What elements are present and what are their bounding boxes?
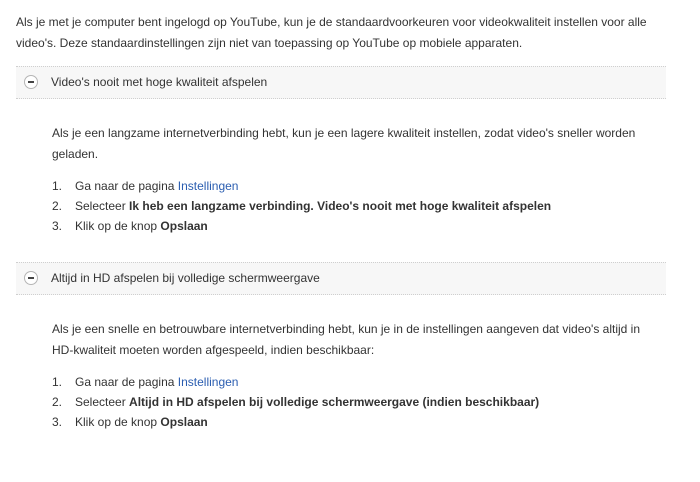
section-title: Altijd in HD afspelen bij volledige schermweergave <box>51 271 320 285</box>
step-number: 2. <box>52 199 63 213</box>
step-text: Ga naar de pagina <box>75 375 175 389</box>
list-item <box>52 412 539 432</box>
intro-text: Als je met je computer bent ingelogd op YouTube, kun je de standaardvoorkeuren voor videokwaliteit instellen voor alle video's. Deze standaardinstellingen zijn niet van toepassing op YouTube op mobiele apparaten. <box>16 15 647 50</box>
collapse-icon[interactable] <box>24 271 38 285</box>
list-item <box>52 196 551 216</box>
step-number: 3. <box>52 415 63 429</box>
option-label: Ik heb een langzame verbinding. Video's nooit met hoge kwaliteit afspelen <box>129 199 552 213</box>
collapse-icon[interactable] <box>24 75 38 89</box>
button-name: Opslaan <box>160 219 208 233</box>
steps-list <box>52 372 539 432</box>
option-label: Altijd in HD afspelen bij volledige schermweergave (indien beschikbaar) <box>129 395 540 409</box>
list-item <box>52 176 551 196</box>
button-name: Opslaan <box>160 415 208 429</box>
step-text: Klik op de knop <box>75 415 158 429</box>
step-number: 1. <box>52 179 63 193</box>
list-item <box>52 216 551 236</box>
list-item <box>52 372 539 392</box>
section-description: Als je een snelle en betrouwbare internetverbinding hebt, kun je in de instellingen aangeven dat video's altijd in HD-kwaliteit moeten worden afgespeeld, indien beschikbaar: <box>52 322 641 357</box>
section-body-low-quality <box>52 123 652 233</box>
step-text: Ga naar de pagina <box>75 179 175 193</box>
step-text: Selecteer <box>75 395 126 409</box>
list-item <box>52 392 539 412</box>
section-header-low-quality[interactable] <box>16 66 666 99</box>
step-text: Klik op de knop <box>75 219 158 233</box>
section-description: Als je een langzame internetverbinding hebt, kun je een lagere kwaliteit instellen, zodat video's sneller worden geladen. <box>52 126 636 161</box>
step-text: Selecteer <box>75 199 126 213</box>
steps-list <box>52 176 551 236</box>
section-header-hd[interactable] <box>16 262 666 295</box>
step-number: 2. <box>52 395 63 409</box>
section-body-hd <box>52 319 652 429</box>
settings-link[interactable]: Instellingen <box>177 375 239 389</box>
section-title: Video's nooit met hoge kwaliteit afspelen <box>51 75 268 89</box>
step-number: 3. <box>52 219 63 233</box>
settings-link[interactable]: Instellingen <box>177 179 239 193</box>
step-number: 1. <box>52 375 63 389</box>
